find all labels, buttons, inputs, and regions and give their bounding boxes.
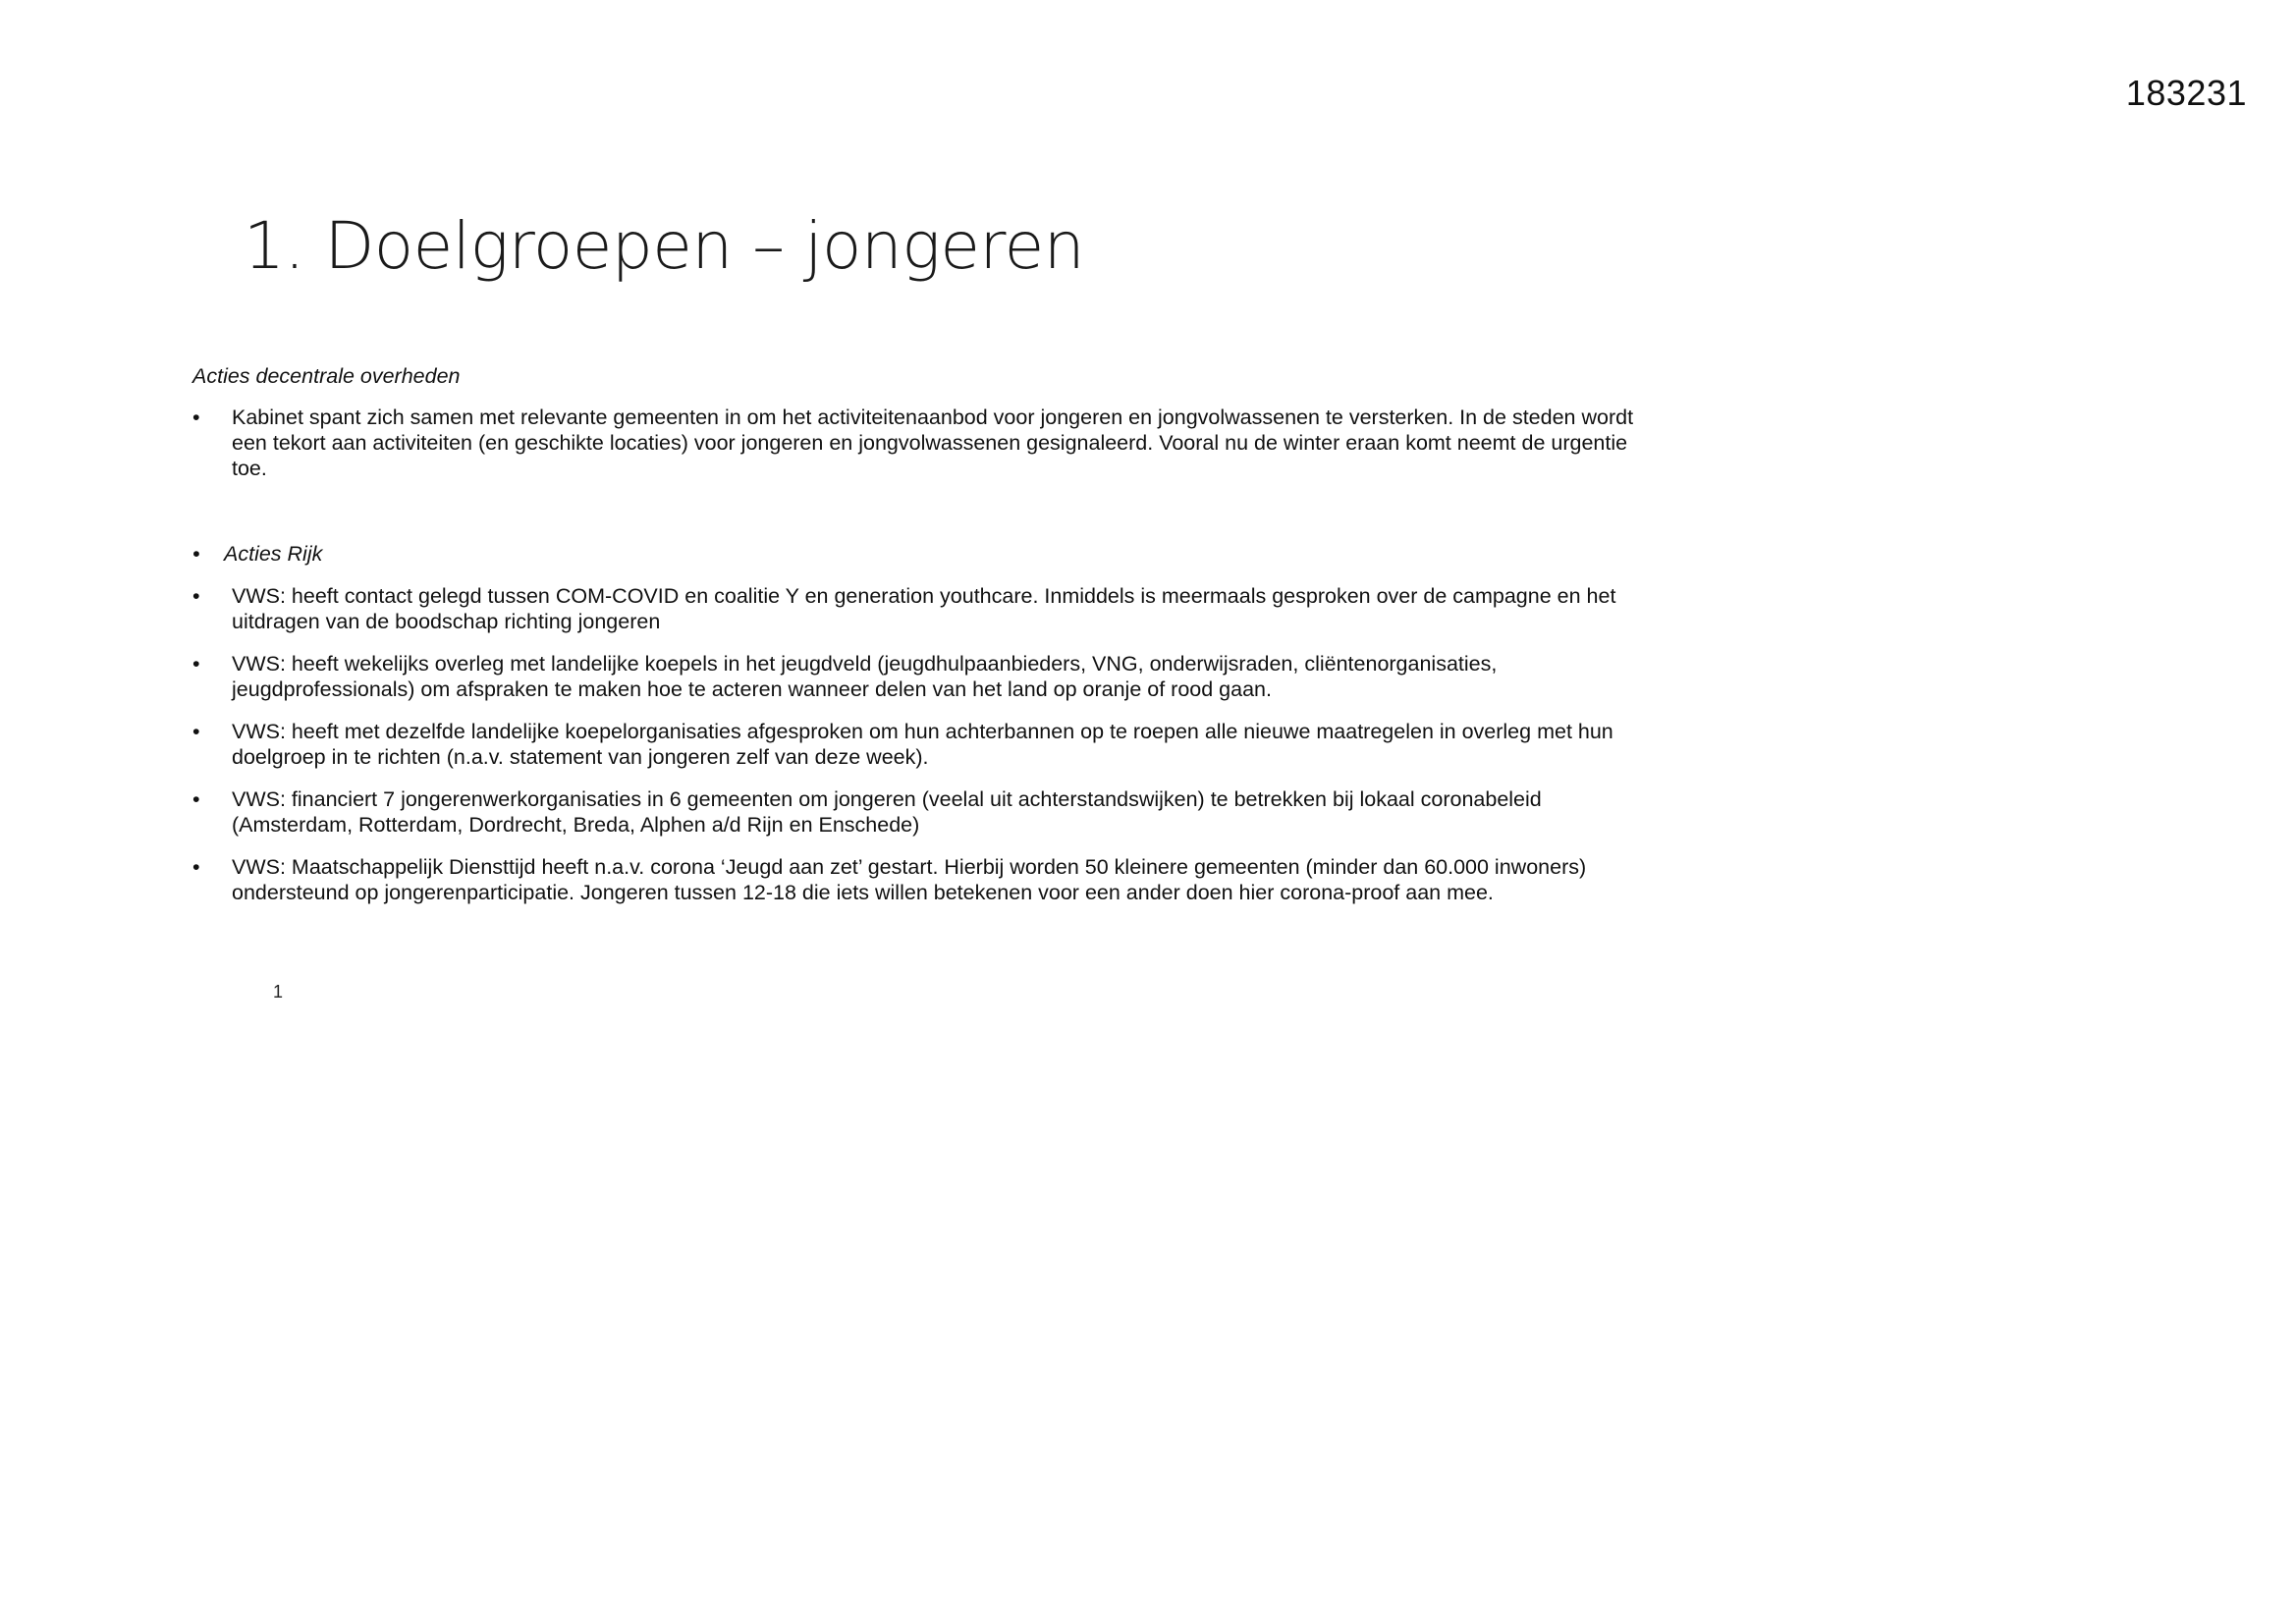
bullet-list-rijk xyxy=(192,541,1656,905)
page-title: 1. Doelgroepen – jongeren xyxy=(244,208,1085,284)
list-item-text: VWS: Maatschappelijk Diensttijd heeft n.a.v. corona ‘Jeugd aan zet’ gestart. Hierbij worden 50 kleinere gemeenten (minder dan 60.000 inwoners) ondersteund op jongerenparticipatie. Jongeren tussen 12-18 die iets willen betekenen voor een ander doen hier corona-proof aan mee. xyxy=(232,855,1587,904)
document-number: 183231 xyxy=(2125,73,2247,113)
bullet-icon: • xyxy=(192,542,200,566)
list-item-text: VWS: financiert 7 jongerenwerkorganisaties in 6 gemeenten om jongeren (veelal uit achterstandswijken) te betrekken bij lokaal coronabeleid (Amsterdam, Rotterdam, Dordrecht, Breda, Alphen a/d Rijn en Enschede) xyxy=(232,787,1542,837)
list-item-text: VWS: heeft contact gelegd tussen COM-COVID en coalitie Y en generation youthcare. Inmiddels is meermaals gesproken over de campagne en het uitdragen van de boodschap richting jongeren xyxy=(232,584,1616,633)
section-heading-decentrale-overheden: Acties decentrale overheden xyxy=(192,364,461,388)
bullet-icon: • xyxy=(192,720,200,743)
slide-content xyxy=(192,363,1656,922)
list-item-text: VWS: heeft met dezelfde landelijke koepelorganisaties afgesproken om hun achterbannen op te roepen alle nieuwe maatregelen in overleg met hun doelgroep in te richten (n.a.v. statement van jongeren zelf van deze week). xyxy=(232,720,1613,769)
bullet-list-decentrale-overheden xyxy=(192,405,1656,481)
list-item-text: VWS: heeft wekelijks overleg met landelijke koepels in het jeugdveld (jeugdhulpaanbieders, VNG, onderwijsraden, cliëntenorganisaties, jeugdprofessionals) om afspraken te maken hoe te acteren wanneer delen van het land op oranje of rood gaan. xyxy=(232,652,1498,701)
list-item xyxy=(192,583,1656,634)
list-item xyxy=(192,651,1656,702)
section-heading-text: Acties Rijk xyxy=(224,542,323,566)
list-item xyxy=(192,719,1656,770)
bullet-icon: • xyxy=(192,787,200,811)
list-item xyxy=(192,405,1656,481)
bullet-icon: • xyxy=(192,855,200,879)
list-item xyxy=(192,854,1656,905)
bullet-icon: • xyxy=(192,652,200,676)
bullet-icon: • xyxy=(192,584,200,608)
list-item-text: Kabinet spant zich samen met relevante gemeenten in om het activiteitenaanbod voor jongeren en jongvolwassenen te versterken. In de steden wordt een tekort aan activiteiten (en geschikte locaties) voor jongeren en jongvolwassenen gesignaleerd. Vooral nu de winter eraan komt neemt de urgentie toe. xyxy=(232,406,1634,480)
bullet-icon: • xyxy=(192,406,200,429)
list-item xyxy=(192,786,1656,838)
section-heading-acties-rijk xyxy=(192,541,1656,567)
page-number: 1 xyxy=(273,982,284,1001)
